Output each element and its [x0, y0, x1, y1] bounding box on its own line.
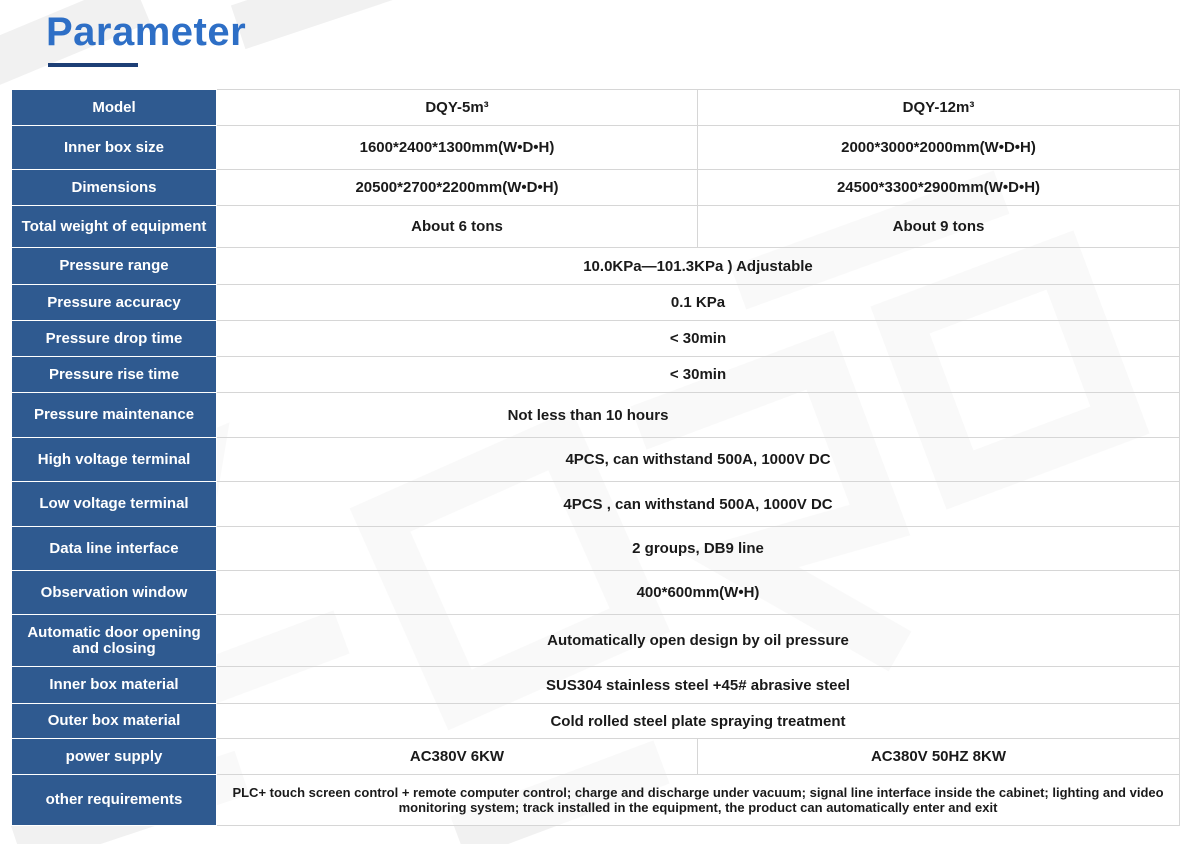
table-row	[12, 126, 1180, 170]
row-value: 24500*3300*2900mm(W•D•H)	[698, 170, 1180, 206]
header-cell-model-2: DQY-12m³	[698, 90, 1180, 126]
row-value-text: Not less than 10 hours	[507, 406, 669, 424]
table-row	[12, 285, 1180, 321]
row-value	[217, 393, 1180, 438]
row-value: SUS304 stainless steel +45# abrasive steel	[217, 667, 1180, 704]
row-label: Automatic door opening and closing	[12, 615, 217, 667]
table-row	[12, 571, 1180, 615]
row-label: High voltage terminal	[12, 438, 217, 482]
row-label: Total weight of equipment	[12, 206, 217, 248]
table-row	[12, 482, 1180, 527]
row-label: Data line interface	[12, 527, 217, 571]
row-label: Pressure rise time	[12, 357, 217, 393]
table-row	[12, 704, 1180, 739]
row-value: 4PCS, can withstand 500A, 1000V DC	[217, 438, 1180, 482]
row-value: About 9 tons	[698, 206, 1180, 248]
row-label: Inner box size	[12, 126, 217, 170]
page-title: Parameter	[46, 10, 247, 54]
row-value: 10.0KPa—101.3KPa ) Adjustable	[217, 248, 1180, 285]
header-cell-model: Model	[12, 90, 217, 126]
table-row	[12, 393, 1180, 438]
table-row	[12, 775, 1180, 826]
table-row	[12, 438, 1180, 482]
row-value: 2 groups, DB9 line	[217, 527, 1180, 571]
row-value: 400*600mm(W•H)	[217, 571, 1180, 615]
table-row	[12, 321, 1180, 357]
table-row	[12, 206, 1180, 248]
title-underline	[48, 63, 138, 67]
row-label: Observation window	[12, 571, 217, 615]
table-row	[12, 170, 1180, 206]
row-value: 20500*2700*2200mm(W•D•H)	[217, 170, 698, 206]
table-row	[12, 357, 1180, 393]
row-label: Outer box material	[12, 704, 217, 739]
row-label: Low voltage terminal	[12, 482, 217, 527]
header-cell-model-1: DQY-5m³	[217, 90, 698, 126]
row-label: Inner box material	[12, 667, 217, 704]
row-label: Pressure maintenance	[12, 393, 217, 438]
table-row	[12, 739, 1180, 775]
row-label: Pressure range	[12, 248, 217, 285]
row-label: power supply	[12, 739, 217, 775]
row-value: About 6 tons	[217, 206, 698, 248]
row-label: Pressure accuracy	[12, 285, 217, 321]
row-value: PLC+ touch screen control + remote computer control; charge and discharge under vacuum; signal line interface inside the cabinet; lighting and video monitoring system; track installed in the equipment, the product can automatically enter and exit	[217, 775, 1180, 826]
table-row	[12, 615, 1180, 667]
parameter-table	[11, 89, 1180, 826]
row-value: Cold rolled steel plate spraying treatment	[217, 704, 1180, 739]
row-value: < 30min	[217, 357, 1180, 393]
row-value: 1600*2400*1300mm(W•D•H)	[217, 126, 698, 170]
table-row	[12, 248, 1180, 285]
row-value: 4PCS , can withstand 500A, 1000V DC	[217, 482, 1180, 527]
row-value: AC380V 50HZ 8KW	[698, 739, 1180, 775]
page-header	[46, 8, 246, 67]
row-value: Automatically open design by oil pressure	[217, 615, 1180, 667]
row-value: < 30min	[217, 321, 1180, 357]
row-value: 0.1 KPa	[217, 285, 1180, 321]
table-row	[12, 90, 1180, 126]
row-value: 2000*3000*2000mm(W•D•H)	[698, 126, 1180, 170]
row-label: other requirements	[12, 775, 217, 826]
row-value: AC380V 6KW	[217, 739, 698, 775]
table-row	[12, 527, 1180, 571]
row-label: Dimensions	[12, 170, 217, 206]
table-row	[12, 667, 1180, 704]
row-label: Pressure drop time	[12, 321, 217, 357]
